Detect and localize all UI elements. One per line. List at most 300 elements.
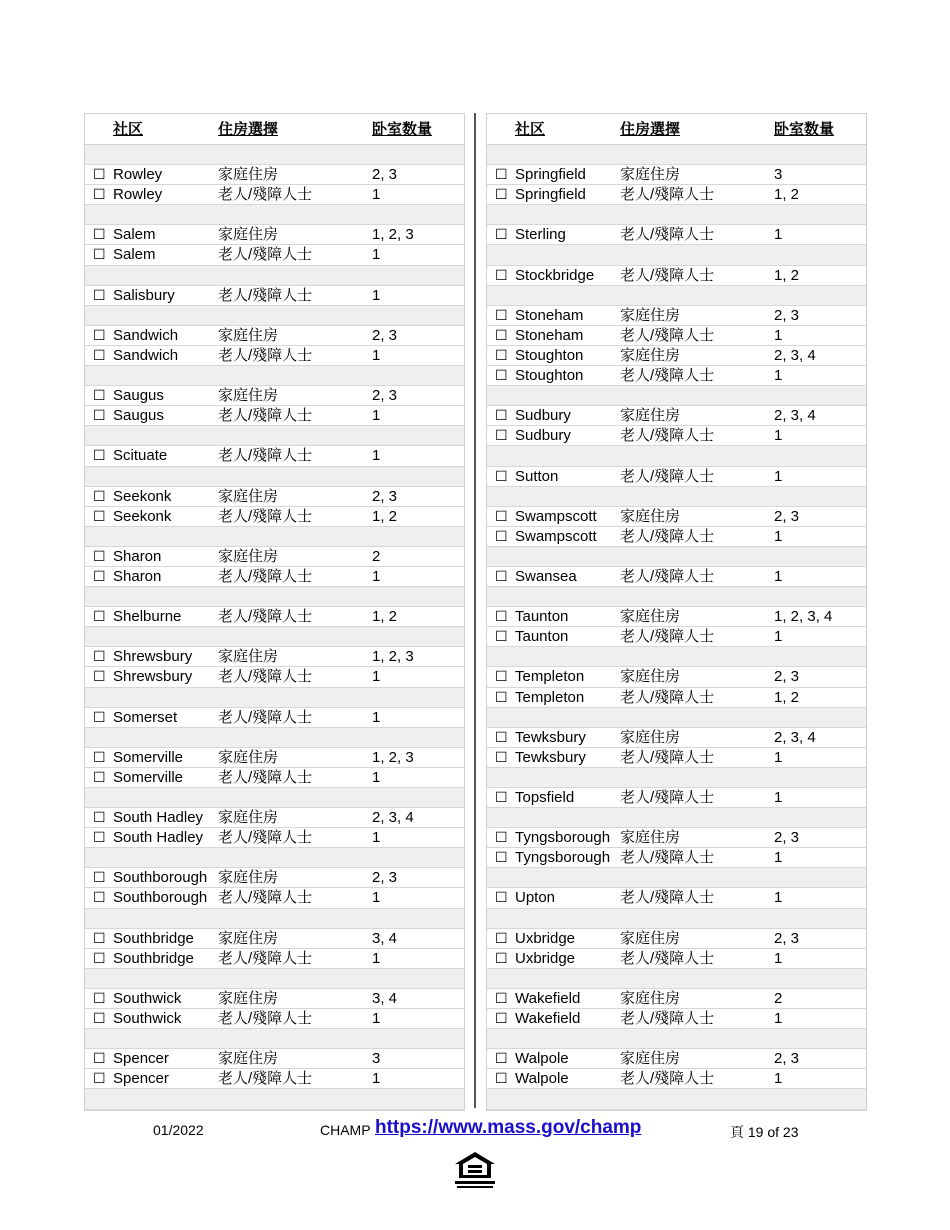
checkbox[interactable]: ☐ — [495, 346, 508, 363]
spacer-row — [85, 848, 464, 868]
community-cell: Saugus — [113, 407, 164, 425]
bedrooms-cell: 3 — [774, 166, 783, 184]
housing-cell: 老人/殘障人士 — [218, 567, 313, 585]
table-row — [487, 627, 866, 647]
table-row — [487, 406, 866, 426]
bedrooms-cell: 1 — [774, 1070, 783, 1088]
table-row — [487, 507, 866, 527]
checkbox[interactable]: ☐ — [93, 507, 106, 524]
checkbox[interactable]: ☐ — [93, 809, 106, 826]
community-cell: Stockbridge — [515, 266, 595, 284]
spacer-row — [487, 245, 866, 265]
checkbox[interactable]: ☐ — [93, 1050, 106, 1067]
spacer-row — [487, 487, 866, 507]
housing-cell: 老人/殘障人士 — [620, 427, 715, 445]
housing-cell: 老人/殘障人士 — [218, 829, 313, 847]
checkbox[interactable]: ☐ — [93, 608, 106, 625]
bedrooms-cell: 1 — [372, 567, 381, 585]
bedrooms-cell: 1 — [372, 1070, 381, 1088]
community-cell: Tyngsborough — [515, 849, 611, 867]
community-cell: Sandwich — [113, 326, 179, 344]
table-row — [487, 306, 866, 326]
checkbox[interactable]: ☐ — [495, 849, 508, 866]
bedrooms-cell: 2, 3 — [372, 869, 398, 887]
housing-cell: 家庭住房 — [218, 166, 279, 184]
checkbox[interactable]: ☐ — [495, 567, 508, 584]
housing-cell: 老人/殘障人士 — [620, 226, 715, 244]
bedrooms-cell: 2, 3 — [774, 929, 800, 947]
community-cell: Swansea — [515, 567, 577, 585]
community-cell: Taunton — [515, 628, 569, 646]
community-cell: Swampscott — [515, 527, 597, 545]
table-row — [487, 426, 866, 446]
bedrooms-cell: 2, 3 — [774, 668, 800, 686]
spacer-row — [487, 286, 866, 306]
table-row — [85, 165, 464, 185]
table-row — [85, 667, 464, 687]
housing-cell: 老人/殘障人士 — [620, 186, 715, 204]
table-body — [487, 145, 866, 1110]
checkbox[interactable]: ☐ — [93, 648, 106, 665]
table-row — [487, 607, 866, 627]
checkbox[interactable]: ☐ — [93, 226, 106, 243]
bedrooms-cell: 2, 3 — [774, 306, 800, 324]
spacer-row — [85, 306, 464, 326]
checkbox[interactable]: ☐ — [495, 166, 508, 183]
housing-cell: 老人/殘障人士 — [620, 628, 715, 646]
spacer-row — [487, 587, 866, 607]
column-divider — [474, 113, 476, 1108]
checkbox[interactable]: ☐ — [93, 708, 106, 725]
community-cell: Sudbury — [515, 407, 571, 425]
bedrooms-cell: 1 — [774, 427, 783, 445]
housing-cell: 老人/殘障人士 — [620, 849, 715, 867]
checkbox[interactable]: ☐ — [93, 326, 106, 343]
bedrooms-cell: 2, 3 — [774, 507, 800, 525]
bedrooms-cell: 3, 4 — [372, 989, 398, 1007]
checkbox[interactable]: ☐ — [93, 166, 106, 183]
housing-cell: 老人/殘障人士 — [218, 1010, 313, 1028]
table-row — [487, 185, 866, 205]
housing-cell: 老人/殘障人士 — [620, 367, 715, 385]
community-cell: Walpole — [515, 1070, 569, 1088]
community-cell: Shrewsbury — [113, 668, 193, 686]
spacer-row — [85, 788, 464, 808]
bedrooms-cell: 1 — [372, 829, 381, 847]
page-footer — [0, 1117, 950, 1143]
spacer-row — [487, 768, 866, 788]
checkbox[interactable]: ☐ — [495, 608, 508, 625]
checkbox[interactable]: ☐ — [93, 407, 106, 424]
bedrooms-cell: 1, 2, 3 — [372, 648, 414, 666]
community-cell: Sutton — [515, 467, 559, 485]
header-housing: 住房選擇 — [218, 121, 279, 138]
bedrooms-cell: 3 — [372, 1050, 381, 1068]
community-cell: Somerset — [113, 708, 178, 726]
community-cell: Wakefield — [515, 1010, 581, 1028]
checkbox[interactable]: ☐ — [93, 949, 106, 966]
housing-cell: 家庭住房 — [620, 929, 681, 947]
table-row — [487, 748, 866, 768]
checkbox[interactable]: ☐ — [495, 989, 508, 1006]
bedrooms-cell: 1 — [774, 567, 783, 585]
community-cell: Somerville — [113, 768, 184, 786]
checkbox[interactable]: ☐ — [495, 407, 508, 424]
table-row — [85, 748, 464, 768]
table-row — [487, 1009, 866, 1029]
checkbox[interactable]: ☐ — [495, 306, 508, 323]
housing-cell: 老人/殘障人士 — [620, 326, 715, 344]
bedrooms-cell: 1 — [372, 1010, 381, 1028]
bedrooms-cell: 2, 3 — [372, 487, 398, 505]
table-row — [487, 225, 866, 245]
table-row — [85, 245, 464, 265]
housing-cell: 老人/殘障人士 — [620, 467, 715, 485]
checkbox[interactable]: ☐ — [495, 929, 508, 946]
checkbox[interactable]: ☐ — [495, 427, 508, 444]
bedrooms-cell: 1 — [372, 186, 381, 204]
community-cell: Southborough — [113, 889, 208, 907]
checkbox[interactable]: ☐ — [93, 447, 106, 464]
community-cell: Southbridge — [113, 949, 194, 967]
housing-cell: 老人/殘障人士 — [620, 1010, 715, 1028]
housing-cell: 老人/殘障人士 — [218, 507, 313, 525]
table-row — [487, 467, 866, 487]
header-community: 社区 — [113, 121, 144, 138]
housing-cell: 老人/殘障人士 — [218, 708, 313, 726]
table-header — [487, 114, 866, 145]
table-row — [487, 527, 866, 547]
community-cell: South Hadley — [113, 809, 204, 827]
table-row — [487, 788, 866, 808]
bedrooms-cell: 1 — [774, 527, 783, 545]
table-row — [487, 949, 866, 969]
housing-cell: 家庭住房 — [218, 929, 279, 947]
checkbox[interactable]: ☐ — [93, 1010, 106, 1027]
checkbox[interactable]: ☐ — [495, 507, 508, 524]
spacer-row — [85, 1089, 464, 1109]
bedrooms-cell: 1 — [774, 326, 783, 344]
housing-cell: 家庭住房 — [620, 989, 681, 1007]
housing-cell: 家庭住房 — [620, 306, 681, 324]
bedrooms-cell: 1 — [774, 748, 783, 766]
equal-housing-opportunity-icon — [451, 1150, 499, 1190]
table-row — [85, 487, 464, 507]
checkbox[interactable]: ☐ — [93, 768, 106, 785]
table-row — [487, 688, 866, 708]
housing-cell: 家庭住房 — [620, 829, 681, 847]
bedrooms-cell: 1 — [372, 346, 381, 364]
housing-cell: 家庭住房 — [620, 728, 681, 746]
checkbox[interactable]: ☐ — [495, 1070, 508, 1087]
community-cell: Rowley — [113, 166, 163, 184]
table-row — [487, 326, 866, 346]
community-cell: Uxbridge — [515, 929, 576, 947]
checkbox[interactable]: ☐ — [495, 829, 508, 846]
housing-cell: 家庭住房 — [218, 1050, 279, 1068]
checkbox[interactable]: ☐ — [495, 688, 508, 705]
checkbox[interactable]: ☐ — [495, 266, 508, 283]
checkbox[interactable]: ☐ — [495, 668, 508, 685]
community-cell: Salisbury — [113, 286, 175, 304]
bedrooms-cell: 1 — [774, 628, 783, 646]
housing-cell: 家庭住房 — [218, 487, 279, 505]
champ-link[interactable]: https://www.mass.gov/champ — [375, 1117, 642, 1138]
checkbox[interactable]: ☐ — [93, 889, 106, 906]
spacer-row — [85, 627, 464, 647]
bedrooms-cell: 2, 3 — [774, 829, 800, 847]
table-row — [85, 868, 464, 888]
checkbox[interactable]: ☐ — [495, 1010, 508, 1027]
checkbox[interactable]: ☐ — [495, 467, 508, 484]
table-row — [487, 728, 866, 748]
spacer-row — [85, 728, 464, 748]
checkbox[interactable]: ☐ — [495, 1050, 508, 1067]
table-row — [487, 567, 866, 587]
spacer-row — [487, 969, 866, 989]
community-cell: Southwick — [113, 989, 182, 1007]
community-cell: Seekonk — [113, 487, 172, 505]
housing-cell: 老人/殘障人士 — [218, 186, 313, 204]
housing-cell: 家庭住房 — [620, 1050, 681, 1068]
community-cell: Springfield — [515, 186, 586, 204]
housing-cell: 老人/殘障人士 — [218, 346, 313, 364]
table-row — [487, 266, 866, 286]
spacer-row — [85, 688, 464, 708]
housing-cell: 家庭住房 — [620, 166, 681, 184]
table-row — [85, 547, 464, 567]
community-cell: Sandwich — [113, 346, 179, 364]
community-cell: Spencer — [113, 1070, 169, 1088]
community-cell: Rowley — [113, 186, 163, 204]
housing-cell: 老人/殘障人士 — [620, 567, 715, 585]
table-row — [85, 828, 464, 848]
community-cell: Salem — [113, 226, 156, 244]
community-cell: Tewksbury — [515, 728, 586, 746]
spacer-row — [85, 426, 464, 446]
table-header — [85, 114, 464, 145]
checkbox[interactable]: ☐ — [93, 286, 106, 303]
table-row — [85, 708, 464, 728]
community-cell: Templeton — [515, 668, 585, 686]
checkbox[interactable]: ☐ — [93, 668, 106, 685]
table-row — [85, 1069, 464, 1089]
community-cell: Stoneham — [515, 326, 584, 344]
community-cell: Sharon — [113, 567, 162, 585]
checkbox[interactable]: ☐ — [93, 929, 106, 946]
bedrooms-cell: 2, 3 — [372, 387, 398, 405]
checkbox[interactable]: ☐ — [93, 869, 106, 886]
bedrooms-cell: 1 — [372, 407, 381, 425]
bedrooms-cell: 1, 2, 3 — [372, 748, 414, 766]
spacer-row — [487, 446, 866, 466]
checkbox[interactable]: ☐ — [495, 889, 508, 906]
bedrooms-cell: 2, 3 — [372, 166, 398, 184]
page-number: 頁 19 of 23 — [730, 1124, 799, 1140]
spacer-row — [85, 266, 464, 286]
housing-cell: 老人/殘障人士 — [218, 949, 313, 967]
spacer-row — [487, 808, 866, 828]
checkbox[interactable]: ☐ — [93, 487, 106, 504]
housing-cell: 老人/殘障人士 — [218, 246, 313, 264]
checkbox[interactable]: ☐ — [93, 346, 106, 363]
checkbox[interactable]: ☐ — [93, 186, 106, 203]
table-row — [85, 185, 464, 205]
bedrooms-cell: 2, 3 — [774, 1050, 800, 1068]
housing-cell: 老人/殘障人士 — [620, 748, 715, 766]
community-cell: Southborough — [113, 869, 208, 887]
community-cell: Sterling — [515, 226, 566, 244]
housing-cell: 家庭住房 — [620, 407, 681, 425]
housing-cell: 家庭住房 — [620, 668, 681, 686]
spacer-row — [487, 145, 866, 165]
checkbox[interactable]: ☐ — [93, 748, 106, 765]
table-row — [85, 225, 464, 245]
table-row — [85, 888, 464, 908]
checkbox[interactable]: ☐ — [495, 186, 508, 203]
bedrooms-cell: 1 — [774, 849, 783, 867]
bedrooms-cell: 1 — [372, 286, 381, 304]
spacer-row — [487, 1089, 866, 1109]
community-cell: Tyngsborough — [515, 829, 611, 847]
checkbox[interactable]: ☐ — [93, 1070, 106, 1087]
community-cell: Stoughton — [515, 346, 584, 364]
bedrooms-cell: 2 — [372, 547, 381, 565]
housing-cell: 家庭住房 — [218, 387, 279, 405]
community-cell: Springfield — [515, 166, 586, 184]
housing-cell: 老人/殘障人士 — [620, 789, 715, 806]
bedrooms-cell: 1, 2 — [774, 688, 800, 706]
bedrooms-cell: 1, 2 — [774, 266, 800, 284]
bedrooms-cell: 1 — [774, 949, 783, 967]
community-cell: Upton — [515, 889, 556, 907]
community-cell: Stoneham — [515, 306, 584, 324]
checkbox[interactable]: ☐ — [495, 326, 508, 343]
header-bedrooms: 卧室数量 — [774, 121, 835, 138]
checkbox[interactable]: ☐ — [93, 829, 106, 846]
table-row — [487, 1069, 866, 1089]
spacer-row — [85, 587, 464, 607]
bedrooms-cell: 1 — [372, 768, 381, 786]
housing-cell: 老人/殘障人士 — [620, 266, 715, 284]
table-row — [487, 346, 866, 366]
bedrooms-cell: 3, 4 — [372, 929, 398, 947]
housing-cell: 老人/殘障人士 — [620, 949, 715, 967]
spacer-row — [487, 868, 866, 888]
community-cell: Sudbury — [515, 427, 571, 445]
bedrooms-cell: 1, 2 — [372, 507, 398, 525]
bedrooms-cell: 2, 3, 4 — [774, 407, 816, 425]
housing-cell: 家庭住房 — [218, 748, 279, 766]
housing-cell: 老人/殘障人士 — [218, 447, 313, 465]
table-row — [85, 446, 464, 466]
housing-cell: 家庭住房 — [620, 507, 681, 525]
community-cell: Uxbridge — [515, 949, 576, 967]
table-row — [85, 1009, 464, 1029]
community-cell: Swampscott — [515, 507, 597, 525]
bedrooms-cell: 1, 2, 3 — [372, 226, 414, 244]
header-bedrooms: 卧室数量 — [372, 121, 433, 138]
checkbox[interactable]: ☐ — [495, 367, 508, 384]
table-row — [85, 346, 464, 366]
housing-cell: 家庭住房 — [218, 226, 279, 244]
housing-cell: 老人/殘障人士 — [620, 889, 715, 907]
table-row — [85, 386, 464, 406]
housing-cell: 家庭住房 — [218, 547, 279, 565]
checkbox[interactable]: ☐ — [93, 567, 106, 584]
spacer-row — [487, 708, 866, 728]
bedrooms-cell: 2, 3, 4 — [372, 809, 414, 827]
bedrooms-cell: 1 — [774, 367, 783, 385]
community-cell: Southbridge — [113, 929, 194, 947]
community-cell: Scituate — [113, 447, 168, 465]
bedrooms-cell: 1, 2, 3, 4 — [774, 608, 833, 626]
housing-cell: 家庭住房 — [218, 326, 279, 344]
checkbox[interactable]: ☐ — [495, 728, 508, 745]
checkbox[interactable]: ☐ — [495, 527, 508, 544]
bedrooms-cell: 2 — [774, 989, 783, 1007]
checkbox[interactable]: ☐ — [495, 949, 508, 966]
housing-cell: 家庭住房 — [218, 809, 279, 827]
community-cell: Somerville — [113, 748, 184, 766]
bedrooms-cell: 1 — [372, 949, 381, 967]
community-cell: Sharon — [113, 547, 162, 565]
checkbox[interactable]: ☐ — [495, 748, 508, 765]
community-cell: Spencer — [113, 1050, 169, 1068]
checkbox[interactable]: ☐ — [93, 246, 106, 263]
housing-cell: 老人/殘障人士 — [218, 768, 313, 786]
table-row — [85, 1049, 464, 1069]
bedrooms-cell: 1 — [372, 246, 381, 264]
checkbox[interactable]: ☐ — [495, 789, 508, 805]
table-row — [85, 326, 464, 346]
checkbox[interactable]: ☐ — [93, 989, 106, 1006]
checkbox[interactable]: ☐ — [93, 387, 106, 404]
footer-date: 01/2022 — [153, 1122, 204, 1138]
community-cell: Templeton — [515, 688, 585, 706]
community-cell: Topsfield — [515, 789, 575, 806]
table-row — [487, 667, 866, 687]
bedrooms-cell: 1 — [372, 889, 381, 907]
housing-cell: 老人/殘障人士 — [218, 668, 313, 686]
community-cell: Salem — [113, 246, 156, 264]
community-cell: Saugus — [113, 387, 164, 405]
housing-cell: 老人/殘障人士 — [218, 608, 313, 626]
spacer-row — [487, 386, 866, 406]
table-body — [85, 145, 464, 1110]
table-row — [85, 808, 464, 828]
table-row — [85, 567, 464, 587]
bedrooms-cell: 1 — [372, 708, 381, 726]
checkbox[interactable]: ☐ — [93, 547, 106, 564]
spacer-row — [85, 1029, 464, 1049]
table-row — [487, 1049, 866, 1069]
community-cell: Stoughton — [515, 367, 584, 385]
community-cell: Walpole — [515, 1050, 569, 1068]
community-cell: Wakefield — [515, 989, 581, 1007]
bedrooms-cell: 1 — [372, 668, 381, 686]
bedrooms-cell: 2, 3 — [372, 326, 398, 344]
checkbox[interactable]: ☐ — [495, 226, 508, 243]
community-cell: Southwick — [113, 1010, 182, 1028]
spacer-row — [85, 909, 464, 929]
spacer-row — [85, 366, 464, 386]
checkbox[interactable]: ☐ — [495, 628, 508, 645]
bedrooms-cell: 1 — [774, 467, 783, 485]
table-row — [487, 165, 866, 185]
spacer-row — [487, 647, 866, 667]
bedrooms-cell: 1 — [774, 1010, 783, 1028]
